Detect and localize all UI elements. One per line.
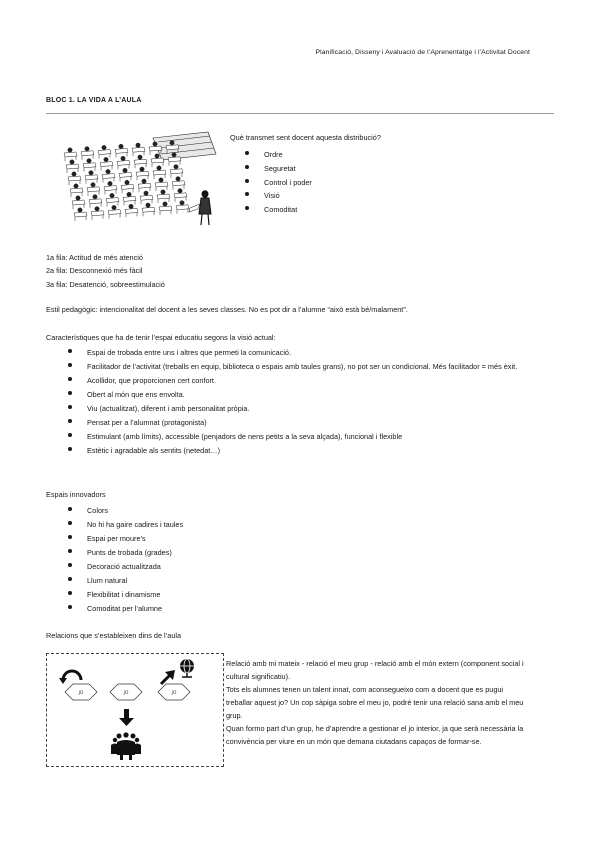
relations-diagram-graphic	[47, 654, 223, 766]
student-icon	[89, 171, 93, 175]
desk-icon	[136, 171, 149, 176]
list-item: Visió	[264, 189, 312, 203]
row-description: 2a fila: Desconnexió més fàcil	[46, 266, 143, 276]
student-icon	[68, 148, 72, 152]
bullet-icon	[68, 605, 72, 609]
desk-icon	[115, 148, 128, 153]
desk-icon	[159, 206, 172, 211]
desk-icon	[89, 199, 102, 204]
student-icon	[85, 147, 89, 151]
student-icon	[110, 193, 114, 197]
jo-label: JO	[78, 691, 84, 696]
relations-text	[226, 657, 526, 748]
desk-icon	[106, 198, 119, 203]
bullet-icon	[68, 433, 72, 437]
question-list	[264, 148, 312, 217]
jo-label: JO	[171, 691, 177, 696]
paragraph: Relació amb mi mateix - relació el meu grup - relació amb el món extern (component social i cultural significatiu).	[226, 659, 524, 681]
group-people-icon	[111, 732, 141, 760]
bullet-icon	[245, 179, 249, 183]
desk-icon	[157, 194, 170, 199]
student-icon	[174, 165, 178, 169]
bullet-icon	[68, 349, 72, 353]
characteristics-list	[87, 346, 557, 458]
list-item: Control i poder	[264, 176, 312, 190]
divider	[46, 113, 554, 114]
bullet-icon	[68, 377, 72, 381]
desk-icon	[174, 193, 187, 198]
characteristics-title: Característiques que ha de tenir l’espai educatiu segons la visió actual:	[46, 333, 276, 342]
student-icon	[91, 183, 95, 187]
student-icon	[102, 145, 106, 149]
desk-icon	[119, 172, 132, 177]
student-icon	[72, 172, 76, 176]
list-item: Comoditat per l’alumne	[87, 602, 183, 616]
desk-icon	[153, 170, 166, 175]
student-icon	[178, 189, 182, 193]
student-icon	[136, 143, 140, 147]
student-icon	[180, 201, 184, 205]
list-item: Acollidor, que proporcionen cert confort.	[87, 374, 557, 388]
relations-title: Relacions que s’estableixen dins de l’aula	[46, 631, 182, 640]
list-item: Pensat per a l’alumnat (protagonista)	[87, 416, 557, 430]
innovative-spaces-list	[87, 504, 183, 616]
desk-icon	[74, 212, 87, 217]
desk-icon	[166, 145, 179, 150]
desk-icon	[66, 164, 79, 169]
student-icon	[140, 167, 144, 171]
student-icon	[104, 157, 108, 161]
student-icon	[172, 153, 176, 157]
student-icon	[74, 184, 78, 188]
bullet-icon	[245, 206, 249, 210]
desk-icon	[149, 146, 162, 151]
desk-icon	[138, 183, 151, 188]
desk-icon	[170, 169, 183, 174]
relations-diagram	[46, 653, 224, 767]
jo-label: JO	[123, 691, 129, 696]
student-icon	[155, 154, 159, 158]
desk-icon	[134, 159, 147, 164]
paragraph: Quan formo part d’un grup, he d’aprendre a gestionar el jo interior, ja que serà necessària la convivència per viure en un món que demana ciutadans capaços de formar-se.	[226, 724, 524, 746]
page-header: Planificació, Disseny i Avaluació de l’Aprenentatge i l’Activitat Docent	[315, 49, 530, 56]
student-icon	[127, 192, 131, 196]
student-icon	[70, 160, 74, 164]
list-item: Espai per moure’s	[87, 532, 183, 546]
list-item: Estètic i agradable als sentits (netedat…)	[87, 444, 557, 458]
bullet-icon	[68, 591, 72, 595]
student-icon	[170, 141, 174, 145]
innovative-spaces-title: Espais innovadors	[46, 490, 106, 499]
bullet-icon	[68, 507, 72, 511]
bullet-icon	[68, 535, 72, 539]
student-icon	[144, 191, 148, 195]
desk-icon	[108, 210, 121, 215]
list-item: Espai de trobada entre uns i altres que permeti la comunicació.	[87, 346, 557, 360]
desk-icon	[151, 158, 164, 163]
list-item: Viu (actualitzat), diferent i amb personalitat pròpia.	[87, 402, 557, 416]
student-icon	[93, 195, 97, 199]
student-icon	[106, 169, 110, 173]
paragraph: Tots els alumnes tenen un talent innat, com aconsegueixo com a docent que es pugui treballar aquest jo? Un cop sàpiga sobre el meu jo, podré tenir una relació sana amb el meu grup.	[226, 685, 524, 720]
desk-icon	[83, 163, 96, 168]
desk-icon	[91, 211, 104, 216]
list-item: Facilitador de l’activitat (treballs en equip, biblioteca o espais amb taules grans), no pot ser un condicional. Més facilitador = més èxit.	[87, 360, 557, 374]
desk-icon	[121, 184, 134, 189]
student-icon	[121, 156, 125, 160]
student-icon	[112, 205, 116, 209]
desk-icon	[132, 147, 145, 152]
bullet-icon	[245, 165, 249, 169]
list-item: Ordre	[264, 148, 312, 162]
student-icon	[123, 168, 127, 172]
desk-icon	[100, 162, 113, 167]
row-description: 3a fila: Desatenció, sobreestimulació	[46, 279, 165, 289]
student-icon	[95, 207, 99, 211]
bullet-icon	[68, 549, 72, 553]
desk-icon	[70, 188, 83, 193]
bullet-icon	[68, 577, 72, 581]
row-description: 1a fila: Actitud de més atenció	[46, 253, 143, 262]
student-icon	[142, 179, 146, 183]
bullet-icon	[245, 192, 249, 196]
bullet-icon	[68, 405, 72, 409]
question-title: Què transmet sent docent aquesta distribució?	[230, 133, 381, 142]
list-item: Decoració actualitzada	[87, 560, 183, 574]
bullet-icon	[68, 391, 72, 395]
student-icon	[119, 144, 123, 148]
list-item: Punts de trobada (grades)	[87, 546, 183, 560]
list-item: Comoditat	[264, 203, 312, 217]
desk-icon	[98, 150, 111, 155]
list-item: Seguretat	[264, 162, 312, 176]
desk-icon	[104, 186, 117, 191]
list-item: Flexibilitat i dinamisme	[87, 588, 183, 602]
bullet-icon	[68, 419, 72, 423]
student-icon	[125, 180, 129, 184]
student-icon	[146, 203, 150, 207]
student-icon	[108, 181, 112, 185]
bullet-icon	[68, 447, 72, 451]
student-icon	[87, 159, 91, 163]
section-title: BLOC 1. LA VIDA A L’AULA	[46, 97, 142, 104]
globe-icon	[180, 659, 194, 677]
student-icon	[159, 178, 163, 182]
arrow-down-icon	[119, 709, 134, 726]
desk-icon	[102, 174, 115, 179]
pedagogical-style-text: Estil pedagògic: intencionalitat del docent a les seves classes. No es pot dir a l’alumne “això està bé/malament”.	[46, 305, 408, 314]
desk-icon	[68, 176, 81, 181]
desk-icon	[140, 195, 153, 200]
list-item: Colors	[87, 504, 183, 518]
desk-icon	[155, 182, 168, 187]
self-loop-arrowhead	[59, 678, 67, 684]
bullet-icon	[68, 363, 72, 367]
list-item: Obert al món que ens envolta.	[87, 388, 557, 402]
student-icon	[76, 196, 80, 200]
desk-icon	[176, 205, 189, 210]
list-item: Estimulant (amb límits), accessible (penjadors de nens petits a la seva alçada), funcional i flexible	[87, 430, 557, 444]
list-item: Llum natural	[87, 574, 183, 588]
desk-icon	[142, 207, 155, 212]
arrow-up-right-icon	[161, 670, 175, 684]
desk-icon	[64, 152, 77, 157]
desk-icon	[117, 160, 130, 165]
desk-icon	[87, 187, 100, 192]
student-icon	[176, 177, 180, 181]
desk-icon	[125, 208, 138, 213]
student-icon	[129, 204, 133, 208]
desk-icon	[81, 151, 94, 156]
student-icon	[138, 155, 142, 159]
desk-icon	[85, 175, 98, 180]
desk-icon	[172, 181, 185, 186]
student-icon	[78, 208, 82, 212]
bullet-icon	[68, 521, 72, 525]
list-item: No hi ha gaire cadires i taules	[87, 518, 183, 532]
desk-icon	[123, 196, 136, 201]
row-descriptions	[46, 251, 165, 291]
bullet-icon	[245, 151, 249, 155]
student-icon	[157, 166, 161, 170]
student-icon	[153, 142, 157, 146]
student-icon	[163, 202, 167, 206]
desk-icon	[168, 157, 181, 162]
desk-icon	[72, 200, 85, 205]
student-icon	[161, 190, 165, 194]
bullet-icon	[68, 563, 72, 567]
classroom-illustration	[58, 130, 218, 230]
